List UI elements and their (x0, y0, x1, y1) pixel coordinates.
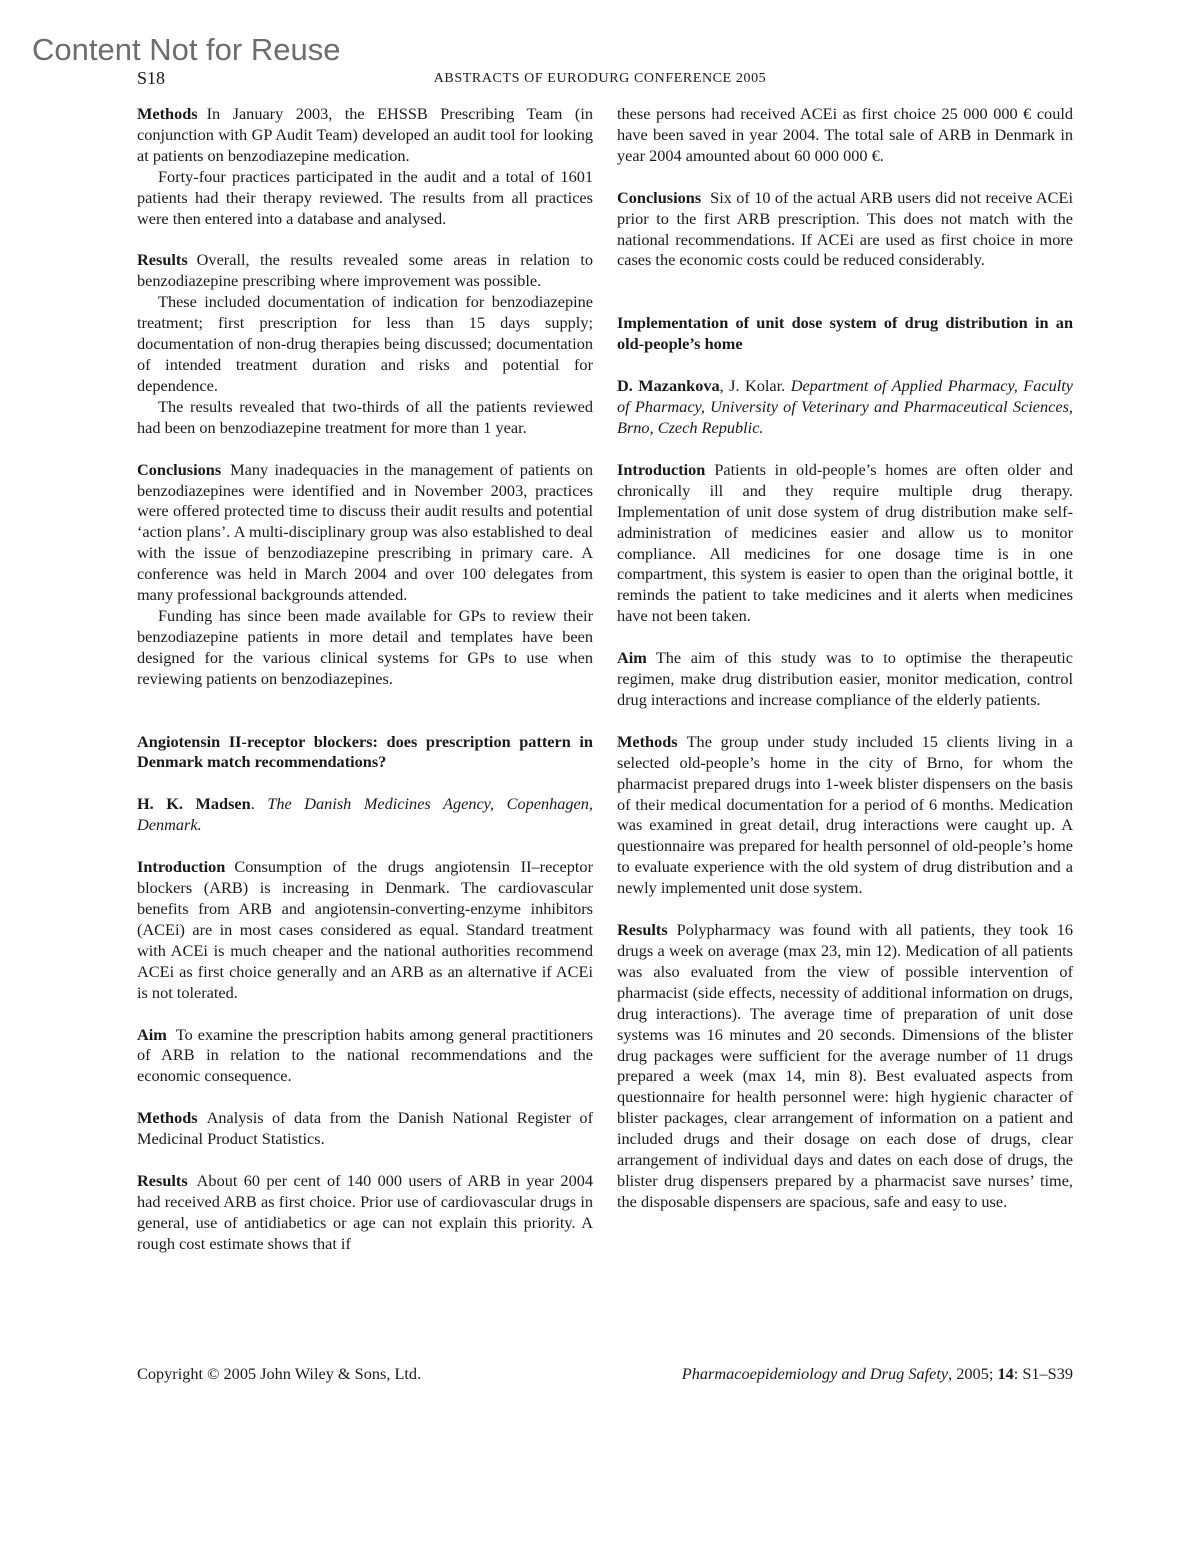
results-label: Results (137, 250, 188, 270)
results-label: Results (617, 920, 668, 940)
methods-paragraph-arb: Methods Analysis of data from the Danish National Register of Medicinal Product Statistics. (137, 1108, 593, 1149)
conclusions-paragraph-arb: Conclusions Six of 10 of the actual ARB users did not receive ACEi prior to the first ARB prescription. This does not match with the national recommendations. If ACEi are used as first choice in more cases the economic costs could be reduced considerably. (617, 187, 1073, 270)
author-line-unit-dose: D. Mazankova, J. Kolar. Department of Applied Pharmacy, Faculty of Pharmacy, University of Veterinary and Pharmaceutical Sciences, Brno, Czech Republic. (617, 376, 1073, 437)
aim-paragraph-unit-dose: Aim The aim of this study was to to optimise the therapeutic regimen, make drug distribution easier, monitor medication, control drug interactions and increase compliance of the elderly patients. (617, 648, 1073, 709)
methods-label: Methods (137, 1108, 198, 1128)
aim-label: Aim (137, 1024, 167, 1044)
results-paragraph-2: These included documentation of indication for benzodiazepine treatment; first prescription for less than 15 days supply; documentation of non-drug therapies being discussed; documentation of intended treatment duration and risks and potential for dependence. (137, 292, 593, 395)
journal-name: Pharmacoepidemiology and Drug Safety (681, 1364, 949, 1383)
conclusions-label: Conclusions (617, 187, 702, 207)
copyright-notice: Copyright © 2005 John Wiley & Sons, Ltd. (137, 1364, 422, 1383)
introduction-paragraph-arb: Introduction Consumption of the drugs angiotensin II–receptor blockers (ARB) is increasing in Denmark. The cardiovascular benefits from ARB and angiotensin-converting-enzyme inhibitors (ACEi) are in most cases considered as equal. Standard treatment with ACEi is much cheaper and the national authorities recommend ACEi as first choice generally and an ARB as an alternative if ACEi is not tolerated. (137, 857, 593, 1002)
methods-paragraph-unit-dose: Methods The group under study included 15 clients living in a selected old-people’s home in the city of Brno, for whom the pharmacist prepared drugs into 1-week blister dispensers on the basis of their medical documentation for a period of 6 months. Medication was examined in great detail, drug interactions were caught up. A questionnaire was prepared for health personnel of old-people’s home to evaluate experience with the old system of drug distribution and a newly implemented unit dose system. (617, 731, 1073, 898)
introduction-label: Introduction (617, 459, 706, 479)
abstract-title-unit-dose: Implementation of unit dose system of drug distribution in an old-people’s home (617, 313, 1073, 354)
abstract-title-arb: Angiotensin II-receptor blockers: does prescription pattern in Denmark match recommendations? (137, 731, 593, 772)
author-line-arb: H. K. Madsen. The Danish Medicines Agency, Copenhagen, Denmark. (137, 794, 593, 835)
running-head: ABSTRACTS OF EURODURG CONFERENCE 2005 (433, 71, 767, 86)
right-column (617, 104, 1073, 1213)
journal-citation: Pharmacoepidemiology and Drug Safety, 2005; 14: S1–S39 (681, 1364, 1073, 1383)
aim-label: Aim (617, 648, 647, 668)
introduction-paragraph-unit-dose: Introduction Patients in old-people’s homes are often older and chronically ill and they require multiple drug therapy. Implementation of unit dose system of drug distribution make self-administration of medicines easier and allow us to monitor compliance. All medicines for one dosage time is in one compartment, this system is easier to open than the original bottle, it reminds the patient to take medicines and it alerts when medicines have not been taken. (617, 459, 1073, 626)
author-name: H. K. Madsen (137, 794, 251, 814)
methods-label: Methods (617, 731, 678, 751)
journal-volume: 14 (997, 1364, 1014, 1383)
results-paragraph-unit-dose: Results Polypharmacy was found with all patients, they took 16 drugs a week on average (max 23, min 12). Medication of all patients was also evaluated from the view of possible intervention of pharmacist (side effects, necessity of additional information on drugs, drug interactions). The average time of preparation of unit dose systems was 16 minutes and 20 seconds. Dimensions of the blister drug packages were sufficient for the average number of 11 drugs prepared a week (max 14, min 8). Best evaluated aspects from questionnaire for health personnel were: high hygienic character of blister packages, clear arrangement of information on a patient and included drugs and their dosage on each dose of drugs, clear arrangement of individual days and dates on each dose of drugs, the blister drug dispensers prepared by a pharmacist save nurses’ time, the disposable dispensers are spacious, safe and easy to use. (617, 920, 1073, 1211)
conclusions-paragraph-2: Funding has since been made available for GPs to review their benzodiazepine patients in more detail and templates have been designed for the various clinical systems for GPs to use when reviewing patients on benzodiazepines. (137, 605, 593, 688)
conclusions-paragraph: Conclusions Many inadequacies in the management of patients on benzodiazepines were identified and in November 2003, practices were offered protected time to discuss their audit results and potential ‘action plans’. A multi-disciplinary group was also established to deal with the issue of benzodiazepine prescribing in primary care. A conference was held in March 2004 and over 100 delegates from many professional backgrounds attended. (137, 459, 593, 605)
results-paragraph-3: The results revealed that two-thirds of all the patients reviewed had been on benzodiazepine treatment for more than 1 year. (137, 396, 593, 437)
author-affiliation: Department of Applied Pharmacy, Faculty of Pharmacy, University of Veterinary and Pharmaceutical Sciences, Brno, Czech Republic. (617, 376, 1073, 437)
methods-label: Methods (137, 104, 198, 123)
introduction-label: Introduction (137, 857, 226, 877)
results-label: Results (137, 1171, 188, 1191)
conclusions-label: Conclusions (137, 459, 222, 479)
author-affiliation: The Danish Medicines Agency, Copenhagen, Denmark. (137, 794, 593, 835)
page-number: S18 (137, 68, 166, 88)
results-continuation: these persons had received ACEi as first choice 25 000 000 € could have been saved in year 2004. The total sale of ARB in Denmark in year 2004 amounted about 60 000 000 €. (617, 104, 1073, 165)
methods-paragraph: Methods In January 2003, the EHSSB Prescribing Team (in conjunction with GP Audit Team) developed an audit tool for looking at patients on benzodiazepine medication. (137, 104, 593, 165)
watermark-text: Content Not for Reuse (32, 32, 341, 67)
results-paragraph: Results Overall, the results revealed some areas in relation to benzodiazepine prescribing where improvement was possible. (137, 250, 593, 291)
methods-paragraph-2: Forty-four practices participated in the audit and a total of 1601 patients had their therapy reviewed. The results from all practices were then entered into a database and analysed. (137, 166, 593, 228)
aim-paragraph-arb: Aim To examine the prescription habits among general practitioners of ARB in relation to the national recommendations and the economic consequence. (137, 1024, 593, 1086)
results-paragraph-arb: Results About 60 per cent of 140 000 users of ARB in year 2004 had received ARB as first choice. Prior use of cardiovascular drugs in general, use of antidiabetics or age can not explain this priority. A rough cost estimate shows that if (137, 1171, 593, 1253)
left-column (137, 104, 593, 1255)
author-name: D. Mazankova (617, 376, 720, 396)
